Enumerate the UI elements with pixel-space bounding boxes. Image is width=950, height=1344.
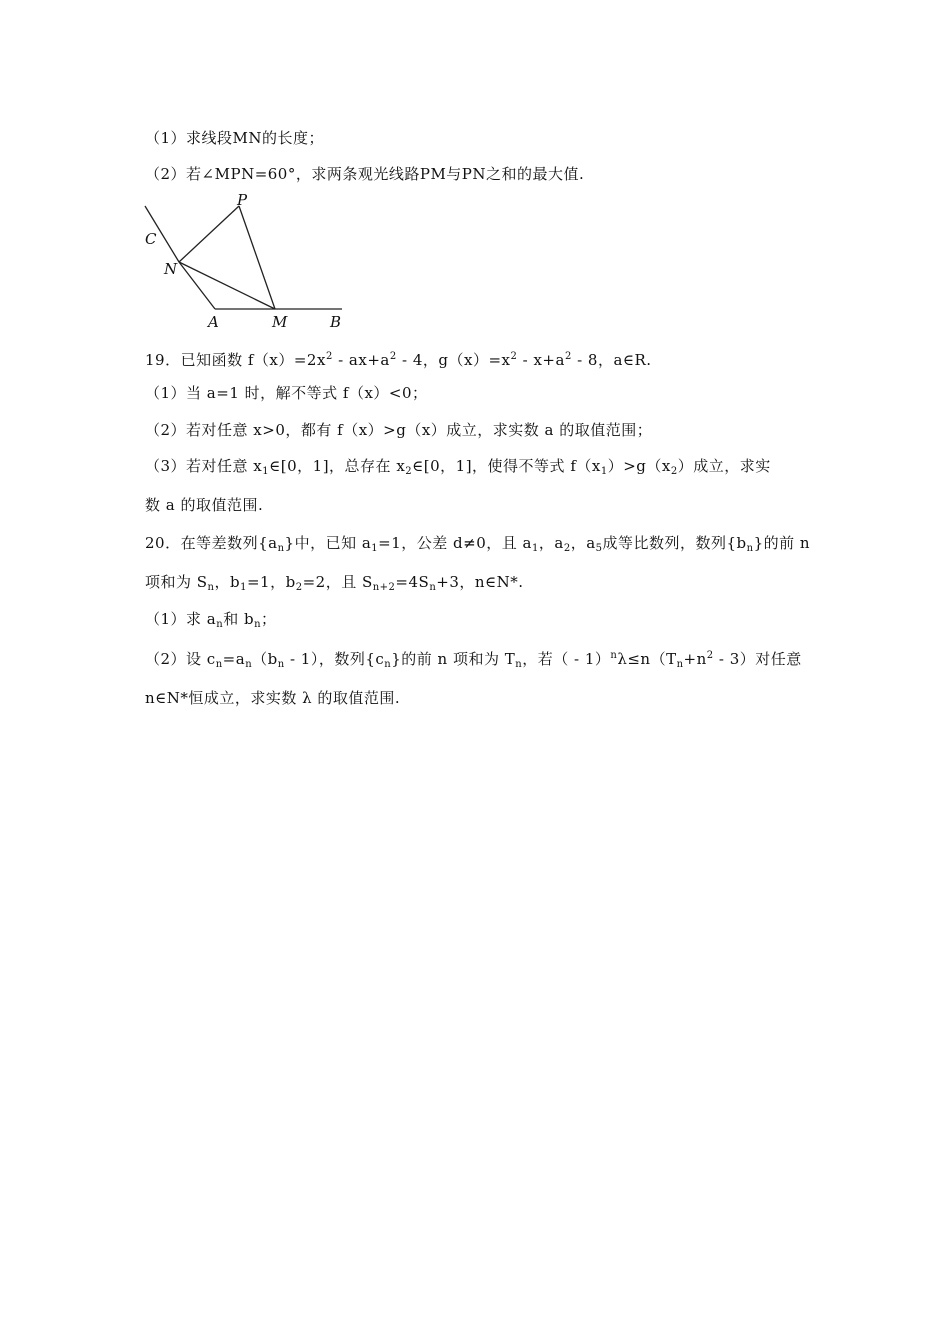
label-n: N: [164, 260, 178, 278]
q19-part2: （2）若对任意 x>0，都有 f（x）>g（x）成立，求实数 a 的取值范围；: [145, 421, 653, 439]
q20-stem-line2: 项和为 $S_n$，$b_1=1$，$b_2=2$，且 $S_{n+2}=4S_n+3$，n∈N*.: [145, 573, 524, 593]
q20-part2: （2）设 $c_n=a_n(b_n - 1)$，数列$\{c_n\}$的前 n 项和为 $T_n$，若（ - $1)^n\lambda\le n(T_n+n^2 - 3)$对任意: [145, 650, 802, 670]
q20-part2-continued: n∈N*恒成立，求实数 λ 的取值范围.: [145, 689, 401, 707]
q19-part3: （3）若对任意 $x_1\in[0$，1]，总存在 $x_2\in[0$，1]，使得不等式 $f(x_1)>g(x_2)$成立，求实: [145, 457, 771, 477]
label-p: P: [237, 192, 248, 209]
label-a: A: [208, 313, 219, 331]
label-b: B: [330, 313, 342, 331]
label-c: C: [145, 230, 157, 248]
label-m: M: [272, 313, 288, 331]
q18-part1: （1）求线段MN的长度；: [145, 129, 325, 147]
q18-part2: （2）若∠MPN=60°，求两条观光线路PM与PN之和的最大值.: [145, 165, 585, 183]
geometry-figure: [142, 192, 347, 332]
q19-part1: （1）当 a=1 时，解不等式 f（x）<0；: [145, 384, 428, 402]
q19-stem: 19．已知函数 $f(x)=2x^2 - ax+a^2 - 4$，$g(x)=x^2 - x+a^2 - 8$，a∈R.: [145, 351, 652, 369]
q20-stem-line1: 20．在等差数列$\{a_n\}$中，已知 $a_1=1$，公差 d≠0，且 $a_1$，$a_2$，$a_5$成等比数列，数列$\{b_n\}$的前 n: [145, 534, 811, 554]
q19-part3-continued: 数 a 的取值范围.: [145, 496, 264, 514]
segment-na: [179, 262, 215, 309]
q20-part1: （1）求 $a_n$和 $b_n$；: [145, 610, 277, 630]
segment-np: [179, 206, 239, 262]
